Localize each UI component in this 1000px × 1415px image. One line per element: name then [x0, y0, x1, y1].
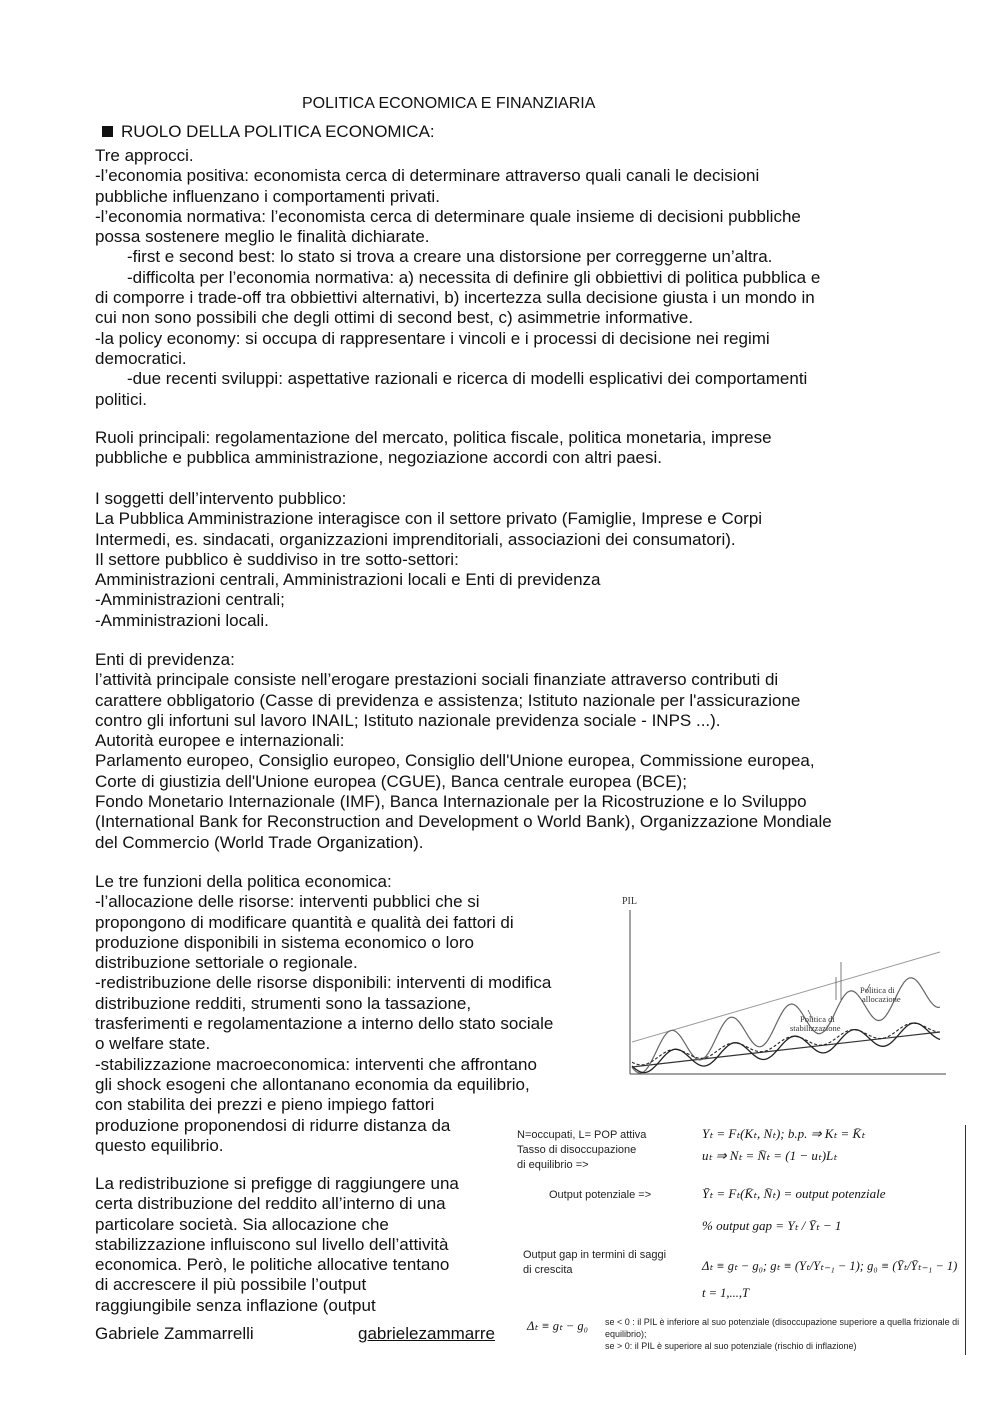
- text-line: Le tre funzioni della politica economica:: [95, 872, 392, 891]
- text-line: certa distribuzione del reddito all’interno di una: [95, 1194, 446, 1214]
- text-line: l’attività principale consiste nell’erogare prestazioni sociali finanziate attraverso contributi di: [95, 670, 779, 690]
- text-line: -l’allocazione delle risorse: interventi pubblici che si: [95, 892, 480, 912]
- note-occupati: N=occupati, L= POP attiva: [517, 1129, 647, 1141]
- text-line: (International Bank for Reconstruction and Development o World Bank), Organizzazione Mondiale: [95, 812, 832, 832]
- text-line: -redistribuzione delle risorse disponibili: interventi di modifica: [95, 973, 552, 993]
- text-line: pubbliche influenzano i comportamenti privati.: [95, 186, 440, 206]
- text-line: -Amministrazioni centrali;: [95, 590, 285, 610]
- text-line: Ruoli principali: regolamentazione del mercato, politica fiscale, politica monetaria, imprese: [95, 428, 772, 447]
- text-line: particolare società. Sia allocazione che: [95, 1214, 389, 1234]
- text-line: del Commercio (World Trade Organization).: [95, 832, 424, 852]
- text-block-ruoli: [95, 428, 772, 469]
- formula-time-index: t = 1,...,T: [702, 1286, 749, 1300]
- text-line: con stabilita dei prezzi e pieno impiego fattori: [95, 1095, 435, 1115]
- text-line: produzione disponibili in sistema economico o loro: [95, 932, 474, 952]
- text-line: questo equilibrio.: [95, 1135, 224, 1155]
- text-line: cui non sono possibili che degli ottimi di second best, c) asimmetrie informative.: [95, 308, 694, 328]
- text-block-soggetti: [95, 489, 762, 631]
- formula-unemployment: uₜ ⇒ Nₜ = N̄ₜ = (1 − uₜ)Lₜ: [702, 1148, 838, 1163]
- note-disoccupazione: Tasso di disoccupazione: [517, 1144, 637, 1156]
- formula-potential-output: Ȳₜ = Fₜ(K̄ₜ, N̄ₜ) = output potenziale: [702, 1186, 886, 1201]
- label-stabilizzazione-2: stabilizzazione: [790, 1023, 841, 1033]
- formula-production: Yₜ = Fₜ(Kₜ, Nₜ); b.p. ⇒ Kₜ = K̄ₜ: [702, 1126, 866, 1141]
- formula-growth-gap: Δₜ ≡ gₜ − g₀; gₜ ≡ (Yₜ/Yₜ₋₁ − 1); g₀ ≡ (Ȳₜ/Ȳₜ₋₁ − 1): [702, 1259, 958, 1273]
- text-line: produzione proponendosi di ridurre distanza da: [95, 1115, 451, 1135]
- rule-negative-gap-cont: equilibrio);: [605, 1329, 647, 1339]
- text-block-funzioni: [95, 872, 553, 1156]
- section-heading-text: RUOLO DELLA POLITICA ECONOMICA:: [121, 122, 435, 141]
- text-line: democratici.: [95, 348, 187, 368]
- pil-policy-graph: [608, 892, 948, 1092]
- rule-negative-gap: se < 0 : il PIL è inferiore al suo potenziale (disoccupazione superiore a quella frizionale di: [605, 1317, 960, 1327]
- text-line: contro gli infortuni sul lavoro INAIL; Istituto nazionale previdenza sociale - INPS ...).: [95, 710, 721, 730]
- text-line: I soggetti dell’intervento pubblico:: [95, 489, 347, 508]
- text-line: La Pubblica Amministrazione interagisce con il settore privato (Famiglie, Imprese e Corpi: [95, 509, 763, 529]
- text-line: di accrescere il più possibile l’output: [95, 1275, 367, 1295]
- formula-output-gap-right: Yₜ / Ȳₜ − 1: [787, 1218, 842, 1233]
- text-block-enti: [95, 650, 832, 853]
- label-allocazione-1: Politica di: [860, 985, 895, 995]
- label-gap-crescita-1: Output gap in termini di saggi: [523, 1249, 667, 1261]
- text-line: Corte di giustizia dell'Unione europea (CGUE), Banca centrale europea (BCE);: [95, 771, 687, 791]
- text-line: distribuzione settoriale o regionale.: [95, 953, 358, 973]
- page-title: POLITICA ECONOMICA E FINANZIARIA: [302, 95, 596, 112]
- formula-output-gap-left: % output gap =: [702, 1218, 785, 1233]
- text-line: Enti di previdenza:: [95, 650, 235, 669]
- text-line: propongono di modificare quantità e qualità dei fattori di: [95, 912, 514, 932]
- text-line: Intermedi, es. sindacati, organizzazioni imprenditoriali, associazioni dei consumatori).: [95, 529, 736, 549]
- text-line: Parlamento europeo, Consiglio europeo, Consiglio dell'Unione europea, Commissione europea,: [95, 751, 815, 771]
- text-line: -l’economia normativa: l’economista cerca di determinare quale insieme di decisioni pubbliche: [95, 206, 801, 226]
- text-line: possa sostenere meglio le finalità dichiarate.: [95, 227, 430, 247]
- text-line: -due recenti sviluppi: aspettative razionali e ricerca di modelli esplicativi dei comportamenti: [127, 369, 808, 389]
- text-line: La redistribuzione si prefigge di raggiungere una: [95, 1174, 459, 1193]
- text-line: -difficolta per l’economia normativa: a) necessita di definire gli obbiettivi di politica pubblica e: [127, 267, 821, 287]
- output-wave-dashed: [632, 1023, 940, 1065]
- text-line: Il settore pubblico è suddiviso in tre sotto-settori:: [95, 549, 459, 569]
- graph-ylabel: PIL: [622, 896, 637, 907]
- label-gap-crescita-2: di crescita: [523, 1264, 573, 1276]
- text-line: economica. Però, le politiche allocative tentano: [95, 1255, 450, 1275]
- text-line: Amministrazioni centrali, Amministrazioni locali e Enti di previdenza: [95, 570, 601, 590]
- text-line: Fondo Monetario Internazionale (IMF), Banca Internazionale per la Ricostruzione e lo Sviluppo: [95, 792, 807, 812]
- text-line: politici.: [95, 389, 147, 409]
- section-heading: [102, 122, 435, 142]
- output-wave-stabilized: [632, 1023, 940, 1073]
- formula-output-gap: [702, 1218, 841, 1234]
- text-line: Tre approcci.: [95, 146, 194, 165]
- text-line: carattere obbligatorio (Casse di previdenza e assistenza; Istituto nazionale per l'assicurazione: [95, 690, 801, 710]
- label-stabilizzazione-1: Politica di: [800, 1014, 835, 1024]
- text-line: -stabilizzazione macroeconomica: interventi che affrontano: [95, 1054, 537, 1074]
- rule-positive-gap: se > 0: il PIL è superiore al suo potenziale (rischio di inflazione): [605, 1341, 857, 1351]
- text-line: trasferimenti e regolamentazione a interno dello stato sociale: [95, 1014, 554, 1034]
- text-line: raggiungibile senza inflazione (output: [95, 1295, 376, 1315]
- text-line: distribuzione redditi, strumenti sono la tassazione,: [95, 993, 472, 1013]
- text-block-redistribuzione: [95, 1174, 459, 1316]
- note-equilibrio: di equilibrio =>: [517, 1159, 589, 1171]
- text-block-approcci: [95, 146, 820, 410]
- text-line: stabilizzazione influiscono sul livello dell’attività: [95, 1234, 449, 1254]
- text-line: Autorità europee e internazionali:: [95, 731, 345, 751]
- text-line: -first e second best: lo stato si trova a creare una distorsione per correggerne un’altra.: [127, 247, 773, 267]
- text-line: -Amministrazioni locali.: [95, 610, 269, 630]
- text-line: -la policy economy: si occupa di rappresentare i vincoli e i processi di decisione nei regimi: [95, 328, 770, 348]
- label-allocazione-2: allocazione: [862, 994, 901, 1004]
- bullet-square-icon: [102, 126, 113, 137]
- footer-link[interactable]: gabrielezammarre: [358, 1324, 495, 1343]
- formula-panel: [517, 1122, 968, 1362]
- text-line: gli shock esogeni che allontanano economia da equilibrio,: [95, 1074, 530, 1094]
- footer-author: Gabriele Zammarrelli: [95, 1324, 254, 1343]
- text-line: -l’economia positiva: economista cerca di determinare attraverso quali canali le decisioni: [95, 166, 760, 186]
- text-line: di comporre i trade-off tra obbiettivi alternativi, b) incertezza sulla decisione giusta i un mondo in: [95, 288, 815, 308]
- label-output-potenziale: Output potenziale =>: [549, 1189, 652, 1201]
- text-line: o welfare state.: [95, 1034, 211, 1054]
- formula-delta: Δₜ ≡ gₜ − g₀: [527, 1319, 588, 1333]
- text-line: pubbliche e pubblica amministrazione, negoziazione accordi con altri paesi.: [95, 448, 662, 468]
- divider: [965, 1125, 966, 1355]
